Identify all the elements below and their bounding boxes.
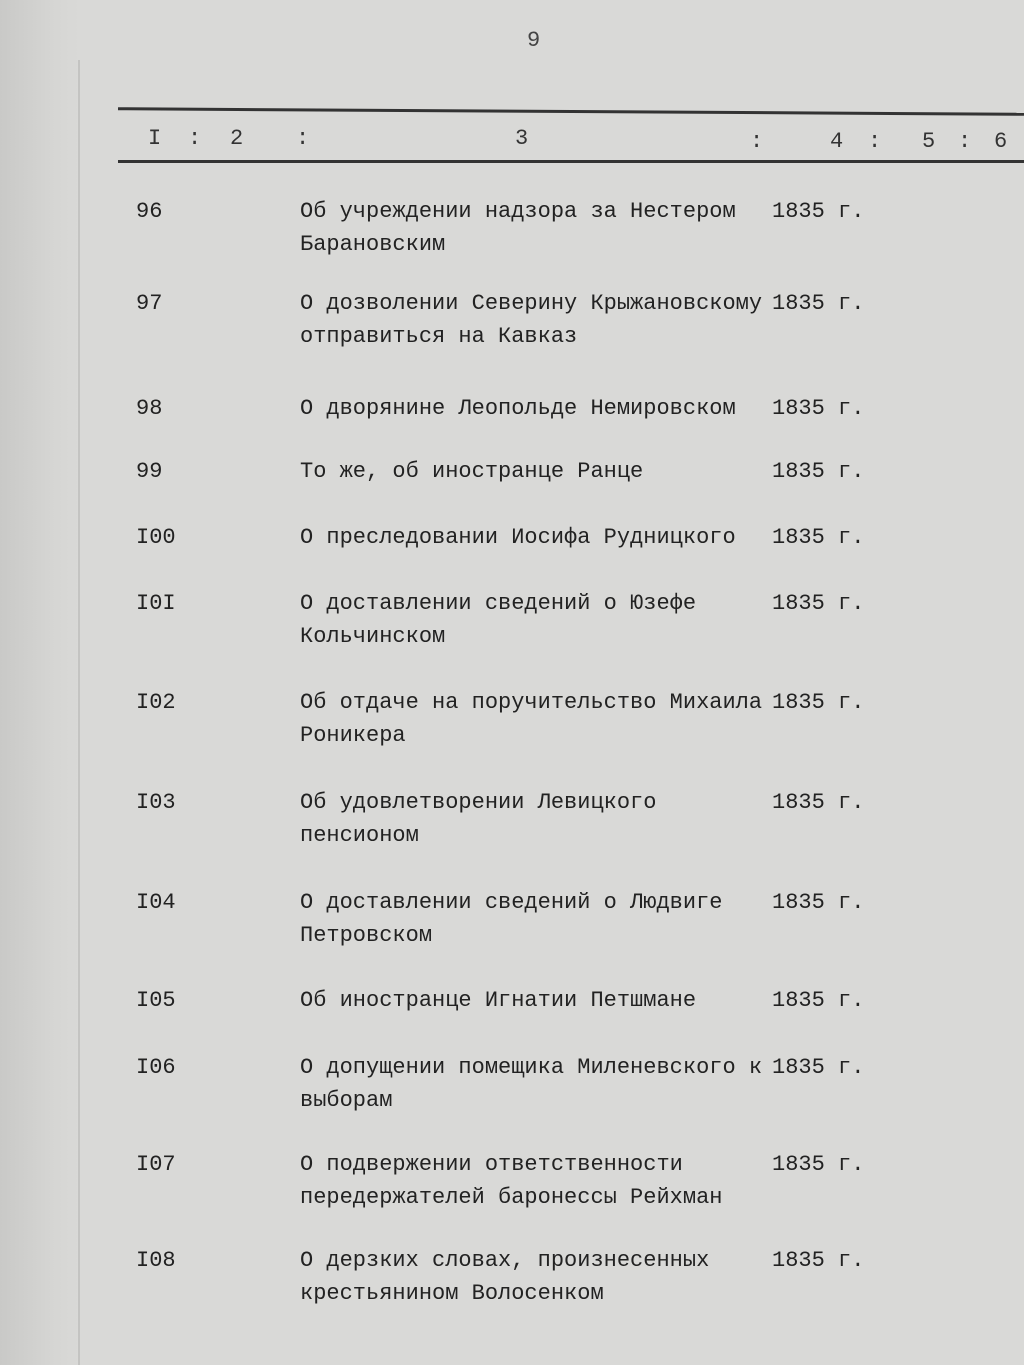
header-col-1: I xyxy=(148,126,162,151)
record-year: 1835 г. xyxy=(772,1248,865,1273)
header-rule-top xyxy=(118,107,1024,116)
record-year: 1835 г. xyxy=(772,591,865,616)
record-title: О дозволении Северину Крыжановскому отправиться на Кавказ xyxy=(300,291,763,349)
header-sep: : xyxy=(296,126,310,151)
record-title: Об учреждении надзора за Нестером Барановским xyxy=(300,199,736,257)
page-number: 9 xyxy=(527,28,541,53)
record-number: I02 xyxy=(136,690,176,715)
header-col-4: 4 xyxy=(830,129,844,154)
record-title: О доставлении сведений о Людвиге Петровском xyxy=(300,890,723,948)
record-title: О подвержении ответственности передержателей баронессы Рейхман xyxy=(300,1152,723,1210)
record-year: 1835 г. xyxy=(772,690,865,715)
record-title: О дворянине Леопольде Немировском xyxy=(300,396,736,421)
record-title: О доставлении сведений о Юзефе Кольчинском xyxy=(300,591,697,649)
header-sep: : xyxy=(188,126,202,151)
record-title: О преследовании Иосифа Рудницкого xyxy=(300,525,736,550)
record-year: 1835 г. xyxy=(772,988,865,1013)
record-year: 1835 г. xyxy=(772,890,865,915)
record-number: I04 xyxy=(136,890,176,915)
header-sep: : xyxy=(750,129,764,154)
record-number: 99 xyxy=(136,459,163,484)
header-sep: : xyxy=(868,129,882,154)
record-number: I06 xyxy=(136,1055,176,1080)
record-number: I07 xyxy=(136,1152,176,1177)
record-title: Об иностранце Игнатии Петшмане xyxy=(300,988,697,1013)
header-col-2: 2 xyxy=(230,126,244,151)
record-year: 1835 г. xyxy=(772,790,865,815)
record-year: 1835 г. xyxy=(772,459,865,484)
record-number: I00 xyxy=(136,525,176,550)
header-sep: : xyxy=(958,129,972,154)
record-year: 1835 г. xyxy=(772,525,865,550)
record-number: I03 xyxy=(136,790,176,815)
record-number: I08 xyxy=(136,1248,176,1273)
header-col-3: 3 xyxy=(515,126,529,151)
record-title: О дерзких словах, произнесенных крестьянином Волосенком xyxy=(300,1248,710,1306)
record-year: 1835 г. xyxy=(772,1055,865,1080)
record-year: 1835 г. xyxy=(772,291,865,316)
header-col-5: 5 xyxy=(922,129,936,154)
record-number: 96 xyxy=(136,199,163,224)
record-title: Об удовлетворении Левицкого пенсионом xyxy=(300,790,657,848)
record-number: 98 xyxy=(136,396,163,421)
record-number: I0I xyxy=(136,591,176,616)
header-col-6: 6 xyxy=(994,129,1008,154)
header-rule-bottom xyxy=(118,160,1024,163)
record-title: То же, об иностранце Ранце xyxy=(300,459,644,484)
record-year: 1835 г. xyxy=(772,199,865,224)
record-title: Об отдаче на поручительство Михаила Роникера xyxy=(300,690,763,748)
record-year: 1835 г. xyxy=(772,396,865,421)
binding-line xyxy=(78,60,80,1365)
record-title: О допущении помещика Миленевского к выборам xyxy=(300,1055,763,1113)
record-year: 1835 г. xyxy=(772,1152,865,1177)
record-number: 97 xyxy=(136,291,163,316)
page-edge xyxy=(0,0,80,1365)
record-number: I05 xyxy=(136,988,176,1013)
